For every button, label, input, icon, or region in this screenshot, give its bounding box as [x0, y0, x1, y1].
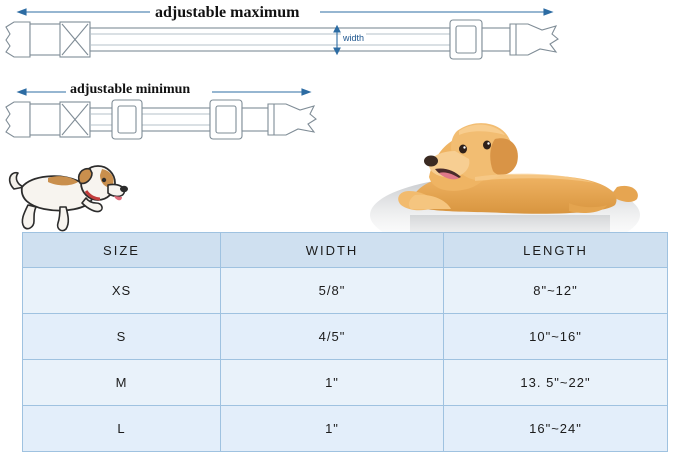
cell-width: 1" — [221, 406, 444, 452]
table-row — [23, 314, 668, 360]
cell-size: XS — [23, 268, 221, 314]
table-row — [23, 406, 668, 452]
cell-size: S — [23, 314, 221, 360]
cell-width: 5/8" — [221, 268, 444, 314]
min-collar-drawing — [6, 100, 316, 139]
cell-length: 10"~16" — [444, 314, 668, 360]
header-length: LENGTH — [444, 233, 668, 268]
table-header-row — [23, 233, 668, 268]
cell-width: 1" — [221, 360, 444, 406]
size-chart-table — [22, 232, 668, 452]
cell-length: 13. 5"~22" — [444, 360, 668, 406]
max-collar-drawing — [6, 20, 558, 59]
cell-length: 16"~24" — [444, 406, 668, 452]
adjustable-maximum-label: adjustable maximum — [155, 4, 300, 21]
cell-length: 8"~12" — [444, 268, 668, 314]
table-row — [23, 268, 668, 314]
header-size: SIZE — [23, 233, 221, 268]
cell-size: M — [23, 360, 221, 406]
running-dog-illustration — [4, 155, 134, 235]
header-width: WIDTH — [221, 233, 444, 268]
table-row — [23, 360, 668, 406]
cell-size: L — [23, 406, 221, 452]
adjustable-minimum-label: adjustable minimun — [70, 82, 191, 97]
width-label: width — [343, 33, 365, 43]
cell-width: 4/5" — [221, 314, 444, 360]
